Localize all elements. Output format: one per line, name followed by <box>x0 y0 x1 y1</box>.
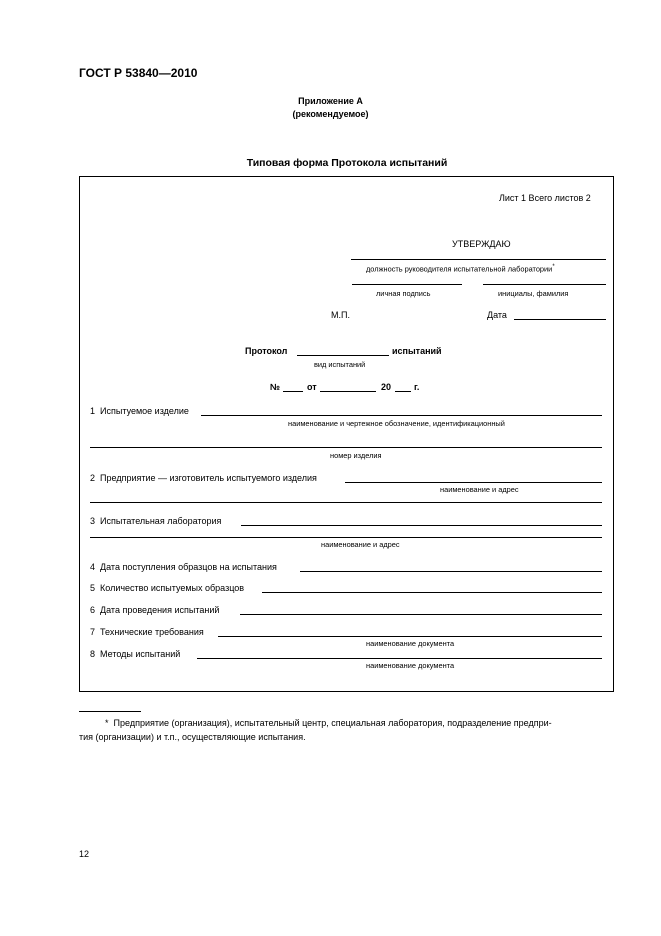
signature-line <box>352 284 462 285</box>
item-3-line <box>241 525 602 526</box>
number-label: № <box>270 382 281 392</box>
item-3-caption: наименование и адрес <box>321 540 400 549</box>
test-type-caption: вид испытаний <box>314 360 366 369</box>
sheet-info: Лист 1 Всего листов 2 <box>499 193 591 203</box>
signature-caption: личная подпись <box>376 289 431 298</box>
item-8: 8 Методы испытаний <box>90 649 181 659</box>
footnote-separator <box>79 711 141 712</box>
annex-title: Приложение А <box>298 96 363 106</box>
item-7: 7 Технические требования <box>90 627 204 637</box>
test-type-line <box>297 355 389 356</box>
page-number: 12 <box>79 849 90 859</box>
tests-word: испытаний <box>392 346 442 356</box>
item-1-line <box>201 415 602 416</box>
position-line <box>351 259 606 260</box>
date-from-line <box>320 391 376 392</box>
item-2-caption: наименование и адрес <box>440 485 519 494</box>
year-prefix: 20 <box>381 382 392 392</box>
item-2: 2 Предприятие — изготовитель испытуемого изделия <box>90 473 317 483</box>
footnote-line-1: * Предприятие (организация), испытательный центр, специальная лаборатория, подразделение предпри- <box>105 718 552 728</box>
annex-subtitle: (рекомендуемое) <box>292 109 369 119</box>
form-title: Типовая форма Протокола испытаний <box>246 157 448 169</box>
item-2-line <box>345 482 602 483</box>
footnote-line-2: тия (организации) и т.п., осуществляющие испытания. <box>79 732 306 742</box>
item-3-line-2 <box>90 537 602 538</box>
year-suffix: г. <box>414 382 420 392</box>
item-8-line <box>197 658 602 659</box>
approve-label: УТВЕРЖДАЮ <box>452 239 511 249</box>
number-line <box>283 391 303 392</box>
item-2-line-2 <box>90 502 602 503</box>
document-code: ГОСТ Р 53840—2010 <box>79 66 198 80</box>
item-8-caption: наименование документа <box>366 661 455 670</box>
initials-caption: инициалы, фамилия <box>498 289 569 298</box>
item-7-caption: наименование документа <box>366 639 455 648</box>
date-label: Дата <box>487 310 507 320</box>
protocol-word: Протокол <box>245 346 288 356</box>
item-3: 3 Испытательная лаборатория <box>90 516 222 526</box>
item-1-caption-2: номер изделия <box>330 451 382 460</box>
item-7-line <box>218 636 602 637</box>
item-1: 1 Испытуемое изделие <box>90 406 189 416</box>
item-5-line <box>262 592 602 593</box>
item-1-line-2 <box>90 447 602 448</box>
item-1-caption: наименование и чертежное обозначение, идентификационный <box>288 419 505 428</box>
date-line <box>514 319 606 320</box>
position-caption: должность руководителя испытательной лаборатории* <box>366 264 555 274</box>
item-6-line <box>240 614 602 615</box>
item-5: 5 Количество испытуемых образцов <box>90 583 245 593</box>
item-6: 6 Дата проведения испытаний <box>90 605 220 615</box>
year-line <box>395 391 411 392</box>
initials-line <box>483 284 606 285</box>
stamp-label: М.П. <box>331 310 350 320</box>
from-label: от <box>307 382 317 392</box>
item-4-line <box>300 571 602 572</box>
item-4: 4 Дата поступления образцов на испытания <box>90 562 277 572</box>
